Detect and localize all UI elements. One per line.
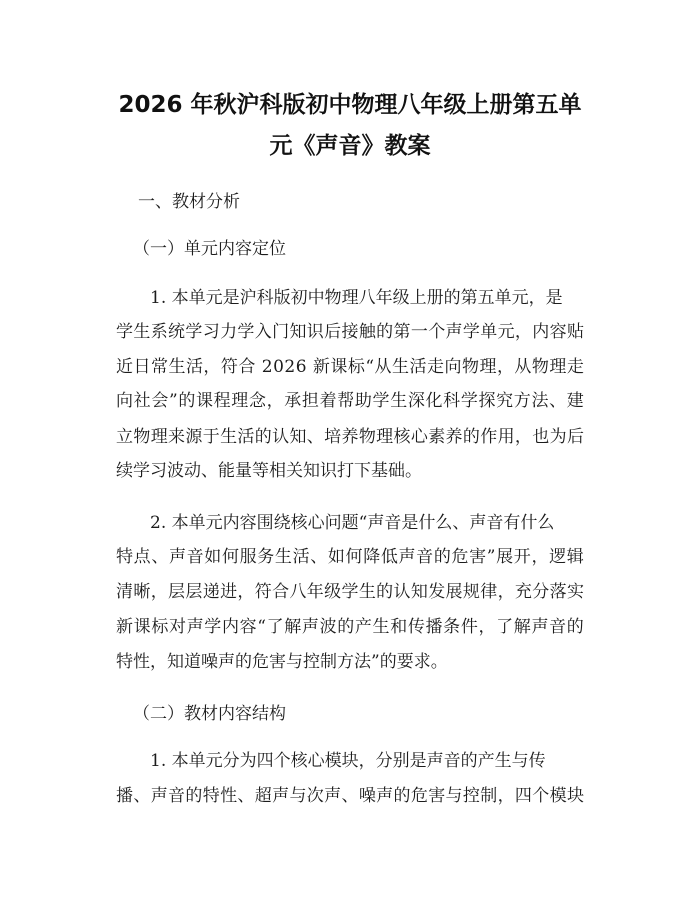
document-title-line-1: 2026 年秋沪科版初中物理八年级上册第五单 <box>118 92 582 118</box>
paragraph-2-line-3: 清 晰 ， 层 层 递 进 ， 符 合 八 年 级 学 生 的 认 知 发 展 规 律 ， 充 分 落 实 <box>116 582 584 602</box>
section-heading-teaching-material-analysis: 一、教材分析 <box>138 192 240 212</box>
paragraph-1-line-3: 近 日 常 生 活 ， 符 合 2 0 2 6 新 课 标 “ 从 生 活 走 向 物 理 ， 从 物 理 走 <box>116 357 584 377</box>
paragraph-3-line-2: 播 、 声 音 的 特 性 、 超 声 与 次 声 、 噪 声 的 危 害 与 控 制 ， 四 个 模 块 <box>116 786 584 806</box>
paragraph-1-line-5: 立 物 理 来 源 于 生 活 的 认 知 、 培 养 物 理 核 心 素 养 的 作 用 ， 也 为 后 <box>116 427 584 447</box>
paragraph-1-line-1: 1. 本单元是沪科版初中物理八年级上册的第五单元，是 <box>150 288 563 308</box>
subsection-heading-unit-positioning: （一）单元内容定位 <box>133 239 286 259</box>
paragraph-2-line-4: 新 课 标 对 声 学 内 容 “ 了 解 声 波 的 产 生 和 传 播 条 件 ， 了 解 声 音 的 <box>116 617 584 637</box>
paragraph-1-line-4: 向 社 会 ” 的 课 程 理 念 ， 承 担 着 帮 助 学 生 深 化 科 学 探 究 方 法 、 建 <box>116 391 584 411</box>
paragraph-2-line-2: 特 点 、 声 音 如 何 服 务 生 活 、 如 何 降 低 声 音 的 危 害 ” 展 开 ， 逻 辑 <box>116 547 584 567</box>
paragraph-2-line-1: 2. 本单元内容围绕核心问题“声音是什么、声音有什么 <box>150 513 555 533</box>
paragraph-1-line-2: 学 生 系 统 学 习 力 学 入 门 知 识 后 接 触 的 第 一 个 声 学 单 元 ， 内 容 贴 <box>116 322 584 342</box>
document-title-line-2: 元《声音》教案 <box>269 133 431 159</box>
paragraph-3-line-1: 1. 本单元分为四个核心模块，分别是声音的产生与传 <box>150 751 546 771</box>
paragraph-1-line-6: 续学习波动、能量等相关知识打下基础。 <box>116 461 422 481</box>
subsection-heading-content-structure: （二）教材内容结构 <box>133 704 286 724</box>
paragraph-2-line-5: 特性，知道噪声的危害与控制方法”的要求。 <box>116 652 448 672</box>
